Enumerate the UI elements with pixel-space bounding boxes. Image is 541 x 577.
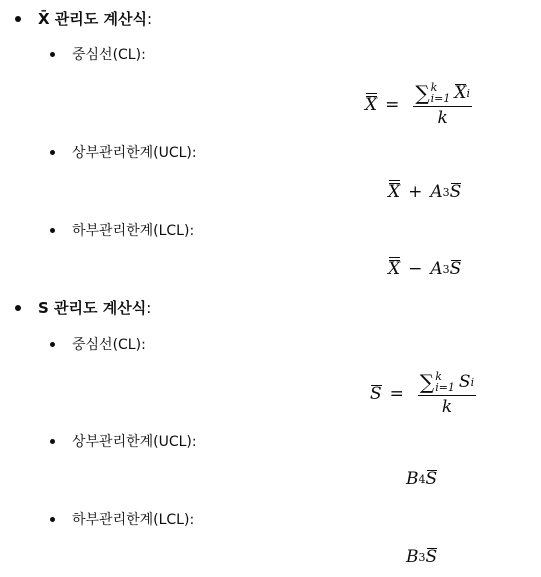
item-label-ucl: 상부관리한계(UCL): [72, 434, 197, 450]
formula-term-a: X [388, 182, 401, 202]
formula-xbar-cl [365, 82, 472, 128]
formula-term-b: S [449, 259, 462, 279]
item-bullet [50, 150, 55, 155]
formula-equals: = [389, 384, 404, 404]
formula-xbar-ucl [388, 182, 461, 202]
formula-term-b: S [425, 547, 438, 567]
formula-operator: − [408, 259, 423, 279]
sum-lower: i=1 [430, 92, 451, 105]
formula-coef: A [430, 182, 443, 202]
item-label-cl: 중심선(CL): [72, 337, 146, 353]
formula-coef: A [430, 259, 443, 279]
formula-coef: B [406, 469, 419, 489]
sum-limits [435, 371, 455, 393]
formula-term-b: S [449, 182, 462, 202]
formula-term-a: X [388, 259, 401, 279]
item-label-ucl: 상부관리한계(UCL): [72, 145, 197, 161]
formula-s-lcl [406, 547, 437, 567]
sum-symbol: ∑ [415, 81, 430, 105]
formula-lhs: X [365, 95, 378, 115]
item-bullet [50, 439, 55, 444]
sum-symbol: ∑ [419, 370, 435, 394]
heading-colon: : [146, 10, 153, 28]
formula-coef-sub: 3 [442, 262, 450, 276]
heading-text: X̄ 관리도 계산식 [38, 10, 147, 28]
formula-coef-sub: 3 [418, 550, 426, 564]
sum-limits [431, 82, 451, 104]
formula-coef-sub: 4 [418, 472, 426, 486]
section-bullet [15, 16, 21, 22]
fraction-denominator: k [441, 397, 453, 417]
sum-term-sub: i [470, 375, 475, 389]
item-bullet [50, 52, 55, 57]
section-bullet [15, 305, 21, 311]
section-heading-s [38, 297, 151, 318]
formula-equals: = [385, 95, 400, 115]
sum-upper: k [435, 370, 442, 383]
item-bullet [50, 342, 55, 347]
heading-colon: : [146, 299, 152, 317]
sum-term: X [454, 83, 467, 103]
formula-s-cl [370, 371, 476, 417]
formula-operator: + [408, 182, 423, 202]
item-label-lcl: 하부관리한계(LCL): [72, 512, 195, 528]
section-heading-xbar [38, 8, 152, 29]
formula-coef: B [406, 547, 419, 567]
sum-term: S [458, 372, 471, 392]
heading-text: S 관리도 계산식 [38, 299, 147, 317]
formula-coef-sub: 3 [442, 185, 450, 199]
fraction-numerator [413, 82, 472, 107]
item-bullet [50, 517, 55, 522]
formula-s-ucl [406, 469, 437, 489]
sum-lower: i=1 [435, 381, 455, 394]
formula-lhs: S [370, 384, 382, 404]
fraction-numerator [418, 371, 476, 396]
formula-fraction [418, 371, 476, 417]
sum-upper: k [430, 81, 438, 94]
formula-fraction [413, 82, 472, 128]
fraction-denominator: k [437, 108, 448, 128]
item-bullet [50, 228, 55, 233]
formula-term-b: S [425, 469, 438, 489]
formula-xbar-lcl [388, 259, 461, 279]
item-label-cl: 중심선(CL): [72, 47, 146, 63]
item-label-lcl: 하부관리한계(LCL): [72, 223, 195, 239]
sum-term-sub: i [466, 86, 471, 100]
